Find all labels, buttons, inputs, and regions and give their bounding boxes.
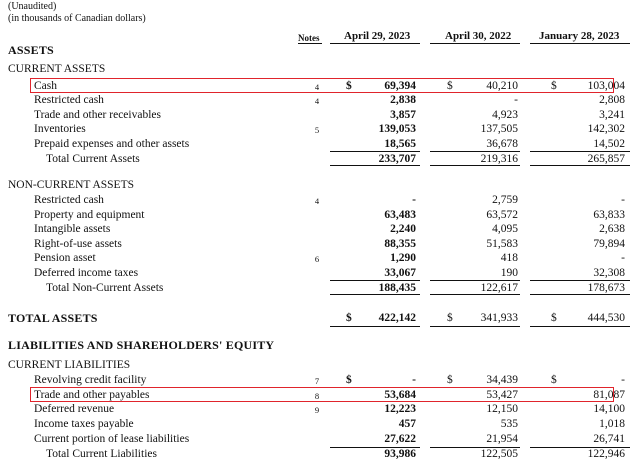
row-label: Prepaid expenses and other assets (34, 138, 190, 150)
currency-symbol: $ (551, 374, 557, 386)
row-note: 5 (314, 125, 320, 135)
value-april-2023: - (412, 194, 416, 206)
value-january-2023: 1,018 (599, 418, 625, 430)
value-april-2022: 21,954 (486, 433, 518, 445)
unaudited-note: (Unaudited) (8, 1, 57, 12)
current-assets-heading: CURRENT ASSETS (8, 63, 106, 75)
currency-symbol: $ (447, 80, 453, 92)
column-header-january-2023: January 28, 2023 (539, 30, 620, 42)
value-january-2023: 63,833 (593, 209, 625, 221)
value-april-2022: 51,583 (486, 238, 518, 250)
column-header-april-2023: April 29, 2023 (344, 30, 411, 42)
value-january-2023: 142,302 (587, 123, 625, 135)
value-april-2023: 53,684 (384, 389, 416, 401)
value-april-2022: 2,759 (492, 194, 518, 206)
row-label: Property and equipment (34, 209, 145, 221)
row-label: Income taxes payable (34, 418, 134, 430)
value-april-2023: 139,053 (378, 123, 416, 135)
value-april-2022: 137,505 (480, 123, 518, 135)
current-liabilities-heading: CURRENT LIABILITIES (8, 359, 131, 371)
value-january-2023: 122,946 (587, 448, 625, 460)
row-note: 9 (314, 405, 320, 415)
value-april-2022: - (514, 94, 518, 106)
value-january-2023: 2,638 (599, 223, 625, 235)
value-april-2023: 3,857 (390, 109, 416, 121)
value-april-2022: 36,678 (486, 138, 518, 150)
row-label: Inventories (34, 123, 86, 135)
row-label: Revolving credit facility (34, 374, 147, 386)
value-april-2023: 2,838 (390, 94, 416, 106)
row-note: 4 (314, 196, 320, 206)
row-note: 4 (314, 82, 320, 92)
row-label: Current portion of lease liabilities (34, 433, 190, 445)
currency-symbol: $ (447, 374, 453, 386)
row-note: 8 (314, 391, 320, 401)
value-january-2023: - (621, 252, 625, 264)
value-january-2023: 2,808 (599, 94, 625, 106)
value-january-2023: 103,004 (587, 80, 625, 92)
value-january-2023: 444,530 (587, 312, 625, 324)
value-april-2022: 122,617 (480, 282, 518, 294)
value-april-2022: 12,150 (486, 403, 518, 415)
row-label: Trade and other payables (34, 389, 150, 401)
value-january-2023: 32,308 (593, 267, 625, 279)
value-january-2023: - (621, 194, 625, 206)
assets-heading: ASSETS (8, 43, 54, 57)
value-january-2023: - (621, 374, 625, 386)
row-label: Cash (34, 80, 57, 92)
currency-symbol: $ (447, 312, 453, 324)
currency-symbol: $ (551, 312, 557, 324)
value-april-2022: 190 (500, 267, 518, 279)
row-label: Total Non-Current Assets (46, 282, 164, 294)
currency-symbol: $ (346, 374, 352, 386)
value-april-2023: 69,394 (384, 80, 416, 92)
value-april-2022: 122,505 (480, 448, 518, 460)
row-note: 7 (314, 376, 320, 386)
value-april-2022: 34,439 (486, 374, 518, 386)
value-january-2023: 81,087 (593, 389, 625, 401)
value-april-2023: 88,355 (384, 238, 416, 250)
value-april-2023: 457 (398, 418, 416, 430)
value-january-2023: 265,857 (587, 153, 625, 165)
value-january-2023: 26,741 (593, 433, 625, 445)
row-label: Total Current Liabilities (46, 448, 157, 460)
row-note: 4 (314, 96, 320, 106)
value-april-2022: 53,427 (486, 389, 518, 401)
row-label: Total Current Assets (46, 153, 140, 165)
notes-column-header: Notes (298, 33, 320, 43)
liabilities-equity-heading: LIABILITIES AND SHAREHOLDERS' EQUITY (8, 338, 275, 352)
value-january-2023: 3,241 (599, 109, 625, 121)
value-april-2022: 418 (500, 252, 518, 264)
row-label: Restricted cash (34, 94, 104, 106)
row-label: Trade and other receivables (34, 109, 161, 121)
row-label: Deferred revenue (34, 403, 115, 415)
row-note: 6 (314, 254, 320, 264)
total-assets-label: TOTAL ASSETS (8, 311, 98, 325)
value-april-2023: 233,707 (378, 153, 416, 165)
value-april-2023: 93,986 (384, 448, 416, 460)
row-label: Deferred income taxes (34, 267, 139, 279)
value-april-2023: 18,565 (384, 138, 416, 150)
currency-symbol: $ (346, 312, 352, 324)
value-april-2023: 2,240 (390, 223, 416, 235)
value-april-2023: 63,483 (384, 209, 416, 221)
value-april-2023: 1,290 (390, 252, 416, 264)
value-april-2022: 535 (500, 418, 518, 430)
row-label: Restricted cash (34, 194, 104, 206)
value-april-2023: - (412, 374, 416, 386)
row-label: Intangible assets (34, 223, 111, 235)
value-april-2022: 40,210 (486, 80, 518, 92)
value-january-2023: 14,502 (593, 138, 625, 150)
row-label: Right-of-use assets (34, 238, 122, 250)
currency-note: (in thousands of Canadian dollars) (8, 13, 146, 24)
value-april-2023: 422,142 (378, 312, 416, 324)
value-april-2022: 341,933 (480, 312, 518, 324)
value-january-2023: 79,894 (593, 238, 625, 250)
currency-symbol: $ (346, 80, 352, 92)
value-january-2023: 178,673 (587, 282, 625, 294)
value-april-2023: 33,067 (384, 267, 416, 279)
non-current-assets-heading: NON-CURRENT ASSETS (8, 179, 134, 191)
value-april-2023: 188,435 (378, 282, 416, 294)
value-april-2022: 219,316 (480, 153, 518, 165)
value-april-2023: 27,622 (384, 433, 416, 445)
value-april-2022: 4,923 (492, 109, 518, 121)
currency-symbol: $ (551, 80, 557, 92)
value-april-2023: 12,223 (384, 403, 416, 415)
column-header-april-2022: April 30, 2022 (445, 30, 512, 42)
value-april-2022: 4,095 (492, 223, 518, 235)
value-april-2022: 63,572 (486, 209, 518, 221)
value-january-2023: 14,100 (593, 403, 625, 415)
row-label: Pension asset (34, 252, 96, 264)
